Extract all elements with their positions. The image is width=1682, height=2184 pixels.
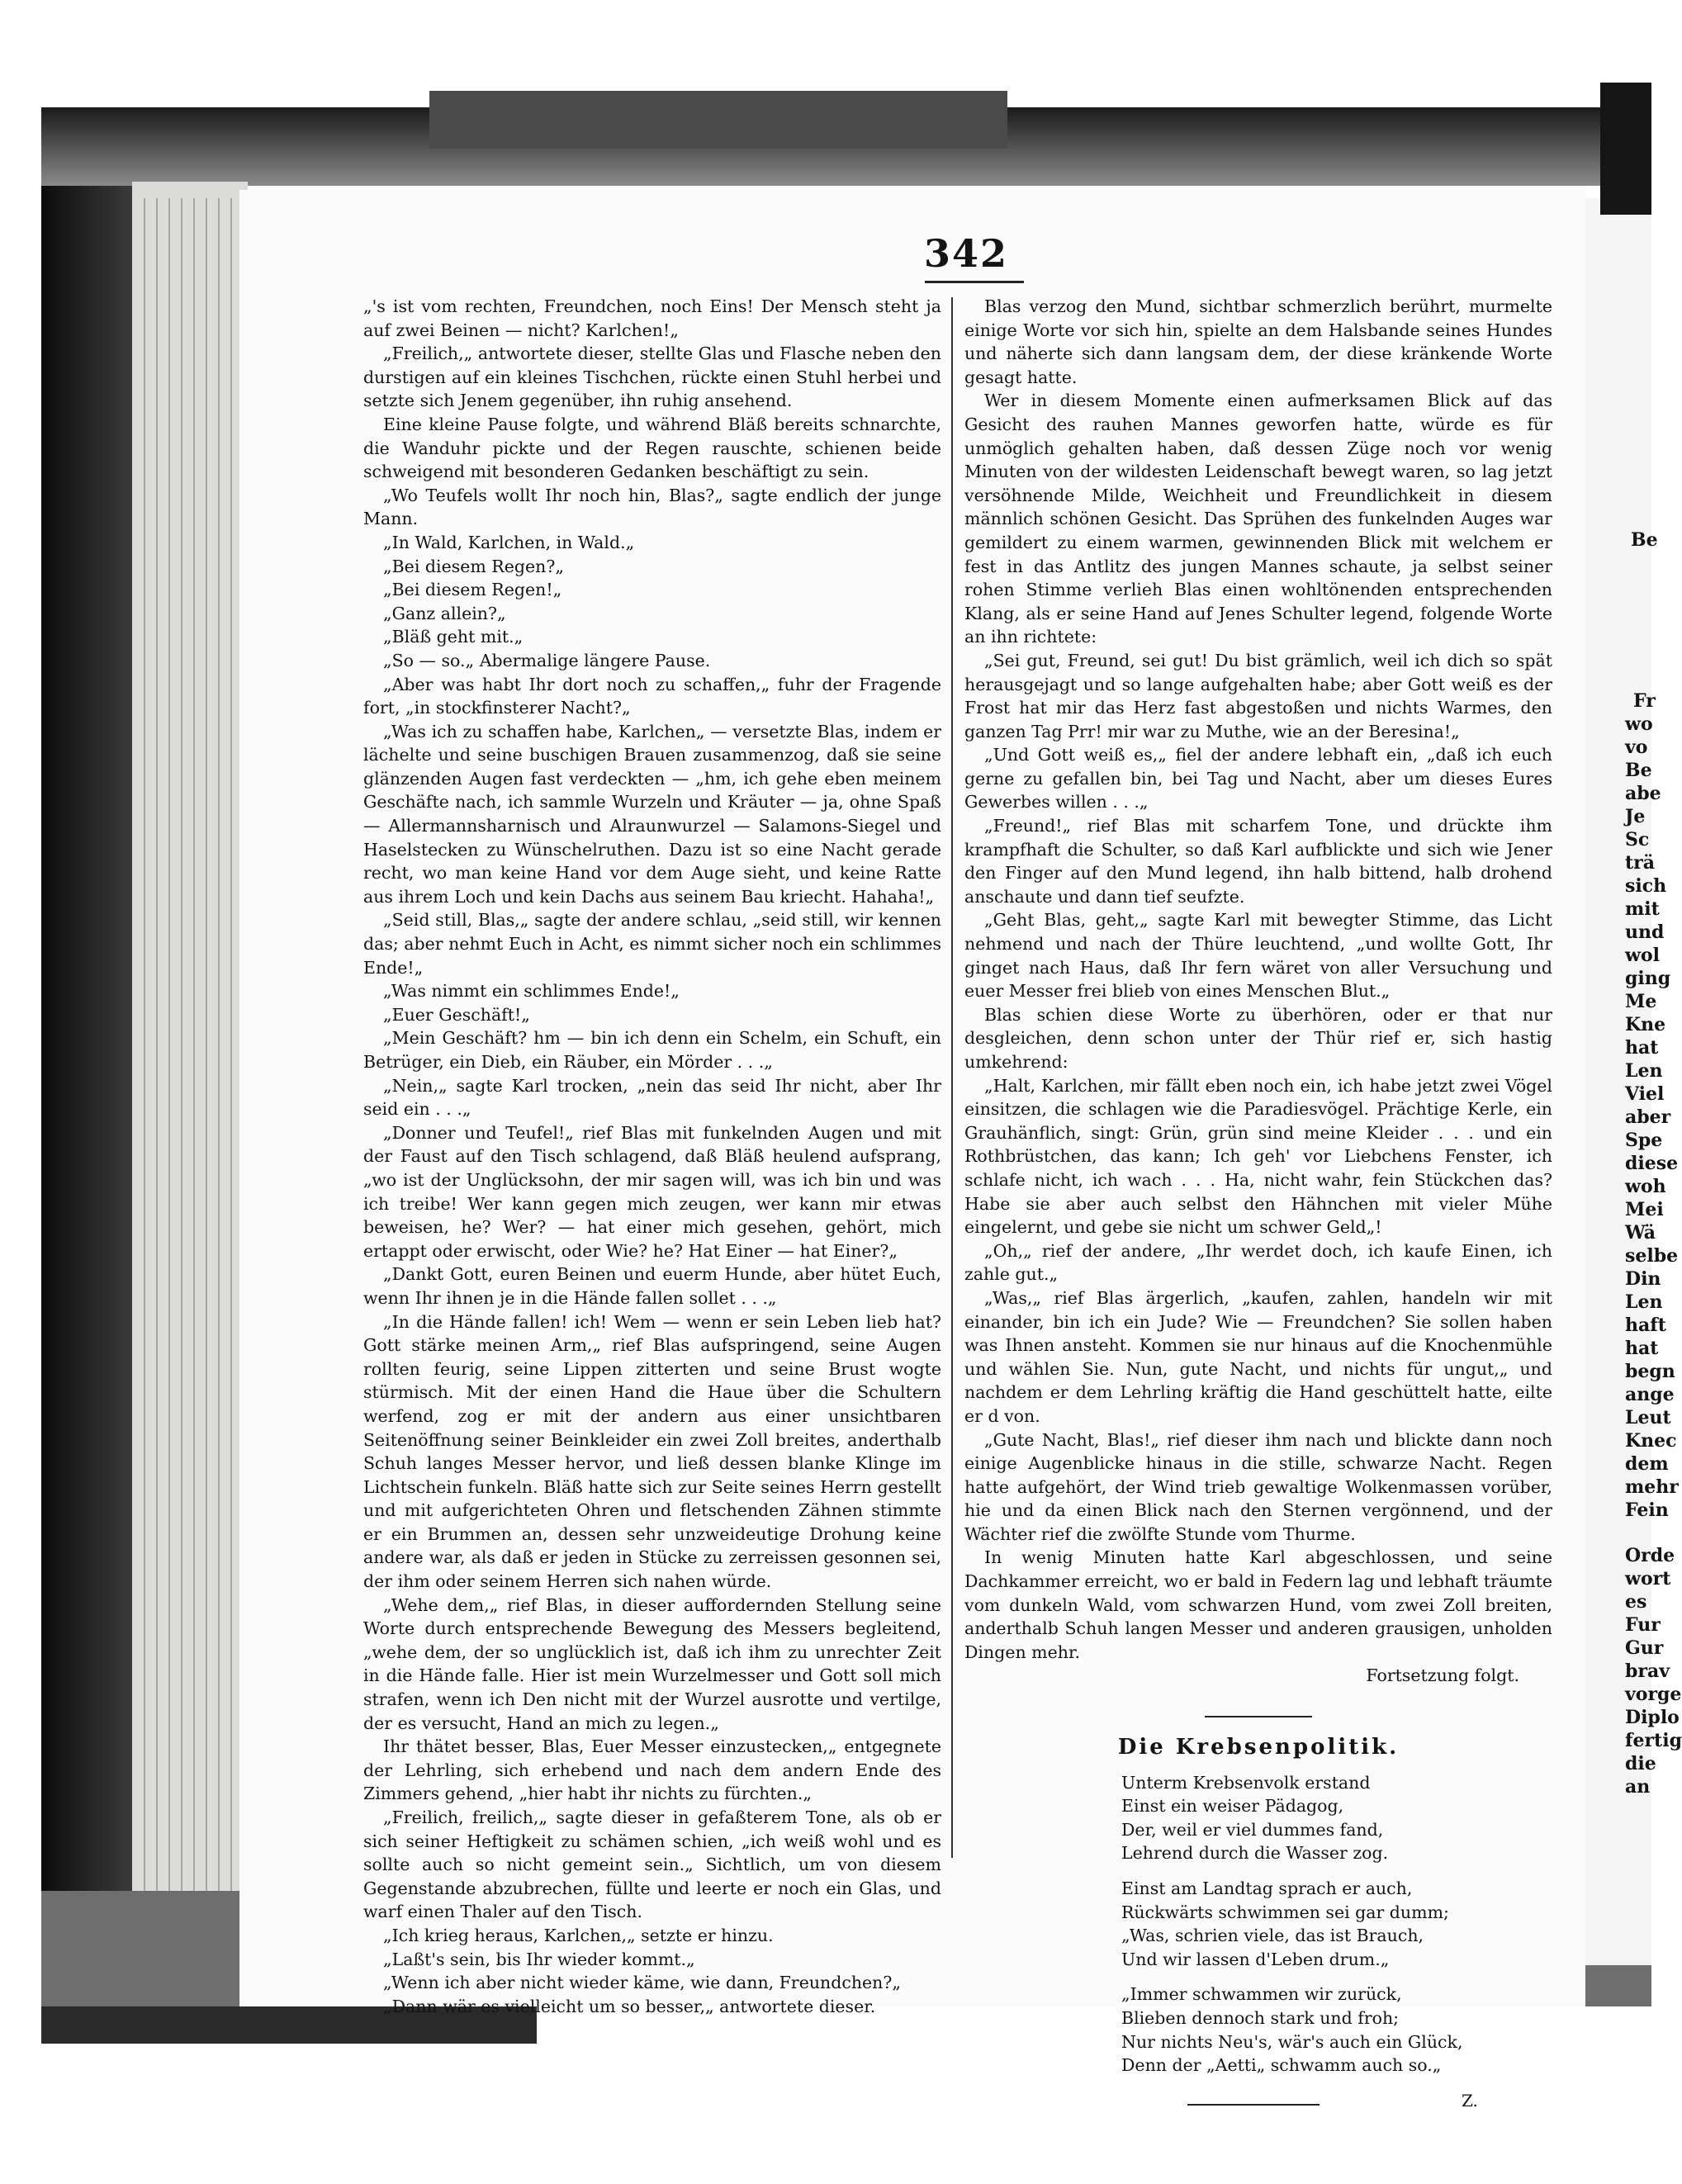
margin-fragment: Leut [1625,1407,1671,1428]
paragraph: „Dann wär es vielleicht um so besser,„ antwortete dieser. [383,1996,876,2016]
poem-line: Lehrend durch die Wasser zog. [1121,1843,1389,1864]
paragraph: „Laßt's sein, bis Ihr wieder kommt.„ [383,1949,695,1969]
margin-fragment: abe [1625,783,1661,804]
paragraph: „Wo Teufels wollt Ihr noch hin, Blas?„ sagte endlich der junge Mann. [363,485,941,529]
paragraph: „Freund!„ rief Blas mit scharfem Tone, und drückte ihm krampfhaft die Schulter, so daß Karl aufblickte und sich wie Jener den Finger auf den Mund legend, ihn halb bittend, halb drohend anschaute und dann tief seufzte. [964,816,1552,907]
margin-fragment: Fr [1633,690,1656,712]
paragraph: „Was,„ rief Blas ärgerlich, „kaufen, zahlen, handeln wir mit einander, bin ich ein Jude? Wie — Freundchen? Sie sollen haben was Ihnen ansteht. Kommen sie nur hinaus auf die Knochenmühle und wählen Sie. Nun, gute Nacht, und nichts für ungut,„ und nachdem er dem Lehrling kräftig die Hand geschüttelt hatte, eilte er d von. [964,1287,1552,1426]
margin-fragment: Len [1625,1291,1663,1313]
margin-fragment: ange [1625,1384,1675,1405]
margin-fragment: wo [1625,713,1653,735]
poem-signature: Z. [1462,2090,1478,2111]
margin-fragment: Diplo [1625,1707,1680,1728]
margin-fragment: Din [1625,1268,1661,1290]
margin-fragment: mit [1625,898,1660,920]
margin-fragment: Knec [1625,1430,1677,1452]
margin-fragment: hat [1625,1338,1659,1359]
margin-fragment: wol [1625,945,1660,966]
margin-fragment: die [1625,1753,1656,1774]
paragraph: „Oh,„ rief der andere, „Ihr werdet doch, ich kaufe Einen, ich zahle gut.„ [964,1240,1552,1285]
paragraph: „Ich krieg heraus, Karlchen,„ setzte er hinzu. [383,1925,774,1945]
paragraph: Eine kleine Pause folgte, und während Bläß bereits schnarchte, die Wanduhr pickte und der Regen rauschte, schienen beide schweigend mit besonderen Gedanken beschäftigt zu sein. [363,414,941,482]
paragraph: „Halt, Karlchen, mir fällt eben noch ein, ich habe jetzt zwei Vögel einsitzen, die schlagen wie die Paradiesvögel. Prächtige Kerle, ein Grauhänflich, singt: Grün, grün sind meine Kleider . . . und ein Rothbrüstchen, das kann; Ich geh' vor Liebchens Fenster, ich schlafe nicht, ich wach . . . Ha, nicht wahr, fein Stückchen das? Habe sie aber auch selbst den Hähnchen mit vieler Mühe eingelernt, und gebe sie nicht um schwer Geld„! [964,1075,1552,1238]
margin-fragment: Orde [1625,1545,1675,1566]
paragraph: Ihr thätet besser, Blas, Euer Messer einzustecken,„ entgegnete der Lehrling, sich erhebend und nach dem andern Ende des Zimmers gehend, „hier habt ihr nichts zu fürchten.„ [363,1736,941,1804]
paragraph: Blas verzog den Mund, sichtbar schmerzlich berührt, murmelte einige Worte vor sich hin, spielte an dem Halsbande seines Hundes und näherte sich dann langsam dem, der diese kränkende Worte gesagt hatte. [964,296,1552,387]
poem-line: Blieben dennoch stark und froh; [1121,2007,1400,2028]
paragraph: Wer in diesem Momente einen aufmerksamen Blick auf das Gesicht des rauhen Mannes geworfen hatte, würde es für unmöglich gehalten haben, daß dessen Züge noch vor wenig Minuten von der wildesten Leidenschaft bewegt waren, so lag jetzt versöhnende Milde, Weichheit und Freundlichkeit in diesem männlich schönen Gesicht. Das Sprühen des funkelnden Auges war gemildert zu einem warmen, gewinnenden Blick mit welchem er fest in das Antlitz des jungen Mannes schaute, ja selbst seiner rohen Stimme verlieh Blas einen wohltönenden entsprechenden Klang, als er seine Hand auf Jenes Schulter legend, folgende Worte an ihn richtete: [964,391,1552,647]
poem-line: Rückwärts schwimmen sei gar dumm; [1121,1902,1449,1922]
poem-line: Nur nichts Neu's, wär's auch ein Glück, [1121,2031,1463,2052]
margin-fragment: es [1625,1591,1647,1613]
paragraph: „Was ich zu schaffen habe, Karlchen„ — versetzte Blas, indem er lächelte und seine buschigen Brauen zusammenzog, daß sie seine glänzenden Augen fast verdeckten — „hm, ich gehe eben meinem Geschäfte nach, ich sammle Wurzeln und Kräuter — ja, ohne Spaß — Allermannsharnisch und Alraunwurzel — Salamons-Siegel und Haselstecken zu Wünschelruthen. Dazu ist so eine Nacht gerade recht, wo man keine Hand vor dem Auge sieht, und keine Ratte aus ihrem Loch und kein Dachs aus seinem Bau kriecht. Hahaha!„ [363,721,941,907]
margin-fragment: brav [1625,1661,1670,1682]
paragraph: „Nein,„ sagte Karl trocken, „nein das seid Ihr nicht, aber Ihr seid ein . . .„ [363,1075,941,1120]
margin-fragment: Viel [1625,1083,1665,1105]
poem-line: Einst am Landtag sprach er auch, [1121,1878,1413,1898]
margin-fragment: woh [1625,1176,1666,1197]
margin-fragment: Me [1625,991,1657,1012]
margin-fragment: Fur [1625,1614,1661,1636]
paragraph: „Und Gott weiß es,„ fiel der andere lebhaft ein, „daß ich euch gerne zu gefallen bin, bei Tag und Nacht, aber um dieses Eures Gewerbes willen . . .„ [964,745,1552,812]
paragraph: „Ganz allein?„ [383,603,506,623]
page-number: 342 [923,231,1009,276]
paragraph: „Bei diesem Regen!„ [383,580,562,600]
paragraph: In wenig Minuten hatte Karl abgeschlossen, und seine Dachkammer erreicht, wo er bald in Federn lag und lebhaft träumte vom dunkeln Wald, vom schwarzen Hund, vom zwei Zoll breiten, anderthalb Schuh langen Messer und anderen grausigen, unholden Dingen mehr. [964,1547,1552,1662]
right-column [964,295,1552,2122]
paragraph: „Freilich,„ antwortete dieser, stellte Glas und Flasche neben den durstigen auf ein kleines Tischchen, rückte einen Stuhl herbei und setzte sich Jenem gegenüber, ihn ruhig ansehend. [363,343,941,411]
page-number-rule [925,281,1024,283]
paragraph: „Wehe dem,„ rief Blas, in dieser auffordernden Stellung seine Worte durch entsprechende Bewegung des Messers begleitend, „wehe dem, der so unglücklich ist, daß ich ihm zu unrechter Zeit in die Hände falle. Hier ist mein Wurzelmesser und Gott soll mich strafen, wenn ich Den nicht mit der Wurzel ausrotte und vertilge, der es versucht, Hand an mich zu legen.„ [363,1594,941,1733]
margin-fragment: trä [1625,852,1656,874]
left-column [363,295,941,2018]
paragraph: „So — so.„ Abermalige längere Pause. [383,650,711,670]
margin-fragment: Spe [1625,1130,1663,1151]
paragraph: „'s ist vom rechten, Freundchen, noch Eins! Der Mensch steht ja auf zwei Beinen — nicht? Karlchen!„ [363,296,941,340]
paragraph: „Aber was habt Ihr dort noch zu schaffen,„ fuhr der Fragende fort, „in stockfinsterer Nacht?„ [363,674,941,718]
poem-stanza [1121,1771,1552,1865]
paragraph: „In Wald, Karlchen, in Wald.„ [383,532,635,552]
poem-line: „Immer schwammen wir zurück, [1121,1984,1402,2005]
paragraph: „Euer Geschäft!„ [383,1004,530,1025]
margin-fragment: Be [1631,529,1658,551]
poem-title: Die Krebsenpolitik. [1117,1735,1400,1760]
paragraph: „Seid still, Blas,„ sagte der andere schlau, „seid still, wir kennen das; aber nehmt Euch in Acht, es nimmt sicher noch ein schlimmes Ende!„ [363,910,941,978]
paragraph: „Sei gut, Freund, sei gut! Du bist grämlich, weil ich dich so spät herausgejagt und so lange aufgehalten habe; aber Gott weiß es der Frost hat mir das Herz fast abgestoßen und nichts Warmes, den ganzen Tag Prr! mir war zu Muthe, wie an der Beresina!„ [964,650,1552,741]
margin-fragment: haft [1625,1315,1666,1336]
poem-line: „Was, schrien viele, das ist Brauch, [1121,1926,1424,1946]
margin-fragment: wort [1625,1568,1671,1589]
margin-fragment: Gur [1625,1637,1664,1659]
poem-line: Der, weil er viel dummes fand, [1121,1819,1384,1840]
poem-footer [964,2089,1552,2122]
margin-fragment: fertig [1625,1730,1682,1751]
poem-line: Und wir lassen d'Leben drum.„ [1121,1949,1390,1969]
paragraph: „Bläß geht mit.„ [383,627,524,647]
margin-fragment: hat [1625,1037,1659,1059]
margin-fragment: und [1625,921,1665,943]
poem-stanza [1121,1983,1552,2077]
margin-fragment: Sc [1625,829,1650,850]
paragraph: „Mein Geschäft? hm — bin ich denn ein Schelm, ein Schuft, ein Betrüger, ein Dieb, ein Räuber, ein Mörder . . .„ [363,1028,941,1072]
margin-fragment: Be [1625,760,1652,781]
margin-fragment: vorge [1625,1684,1682,1705]
paragraph: Blas schien diese Worte zu überhören, oder er that nur desgleichen, denn schon unter der Thür rief er, sich hastig umkehrend: [964,1004,1552,1072]
margin-fragment: an [1625,1776,1651,1798]
paragraph: „Was nimmt ein schlimmes Ende!„ [383,981,680,1002]
poem-end-rule [1187,2104,1320,2106]
margin-fragment: selbe [1625,1245,1679,1267]
poem-line: Einst ein weiser Pädagog, [1121,1796,1344,1817]
margin-fragment: Wä [1625,1222,1656,1244]
margin-fragment: aber [1625,1106,1671,1128]
paragraph: „Wenn ich aber nicht wieder käme, wie dann, Freundchen?„ [383,1973,901,1993]
margin-fragment: Je [1625,806,1646,827]
margin-fragment: Kne [1625,1014,1666,1035]
margin-fragment: Fein [1625,1499,1669,1521]
paragraph: „Gute Nacht, Blas!„ rief dieser ihm nach und blickte dann noch einige Augenblicke hinaus in die stille, schwarze Nacht. Regen hatte aufgehört, der Wind trieb gewaltige Wolkenmassen vorüber, hie und da einen Blick nach den Sternen vergönnend, und der Wächter rief die zwölfte Stunde vom Thurme. [964,1429,1552,1544]
continuation-note: Fortsetzung folgt. [1366,1665,1519,1686]
poem-line: Unterm Krebsenvolk erstand [1121,1772,1371,1793]
paragraph: „Freilich, freilich,„ sagte dieser in gefaßterem Tone, als ob er sich seiner Heftigkeit zu schämen schien, „ich weiß wohl und es sollte auch so nicht gemeint sein.„ Sichtlich, um von diesem Gegenstande abzubrechen, füllte und leerte er noch ein Glas, und warf einen Thaler auf den Tisch. [363,1807,941,1922]
column-divider [951,297,953,1858]
margin-fragment: begn [1625,1361,1675,1382]
paragraph: „Geht Blas, geht,„ sagte Karl mit bewegter Stimme, das Licht nehmend und nach der Thüre leuchtend, „und wollte Gott, Ihr ginget nach Haus, daß Ihr fern wäret von aller Versuchung und euer Messer frei blieb von eines Menschen Blut.„ [964,910,1552,1002]
margin-fragment: Mei [1625,1199,1664,1220]
paragraph: „Dankt Gott, euren Beinen und euerm Hunde, aber hütet Euch, wenn Ihr ihnen je in die Hände fallen sollet . . .„ [363,1264,941,1308]
paragraph: „Donner und Teufel!„ rief Blas mit funkelnden Augen und mit der Faust auf den Tisch schlagend, daß Bläß heulend aufsprang, „wo ist der Unglücksohn, der mir sagen will, was ich bin und was ich treibe! Wer kann gegen mich zeugen, wer kann mir etwas beweisen, he? Wer? — hat einer mich gesehen, gehört, mich ertappt oder erwischt, oder Wie? he? Hat Einer — hat Einer?„ [363,1122,941,1261]
margin-fragment: vo [1625,737,1648,758]
section-separator [1205,1716,1312,1717]
margin-fragment: sich [1625,875,1667,897]
margin-fragment: dem [1625,1453,1669,1475]
paragraph: „Bei diesem Regen?„ [383,556,564,576]
poem-line: Denn der „Aetti„ schwamm auch so.„ [1121,2055,1442,2076]
poem-stanza [1121,1877,1552,1971]
margin-fragment: mehr [1625,1476,1679,1498]
paragraph: „In die Hände fallen! ich! Wem — wenn er sein Leben lieb hat? Gott stärke meinen Arm,„ rief Blas aufspringend, seine Augen rollten feurig, seine Lippen zitterten und seine Brust wogte stürmisch. Mit der einen Hand die Haue über die Schultern werfend, zog er mit der andern aus einer unsichtbaren Seitenöffnung seiner Beinkleider ein zwei Zoll breites, anderthalb Schuh langes Messer hervor, und ließ dessen blanke Klinge im Lichtschein funkeln. Bläß hatte sich zur Seite seines Herrn gestellt und mit aufgerichteten Ohren und fletschenden Zähnen stimmte er ein Brummen an, dessen sehr unzweideutige Drohung keine andere war, als daß er jeden in Stücke zu zerreissen gesonnen sei, der ihm oder seinem Herren sich nahen würde. [363,1311,941,1592]
margin-fragment: diese [1625,1153,1679,1174]
margin-fragment: Len [1625,1060,1663,1082]
margin-fragment: ging [1625,968,1671,989]
